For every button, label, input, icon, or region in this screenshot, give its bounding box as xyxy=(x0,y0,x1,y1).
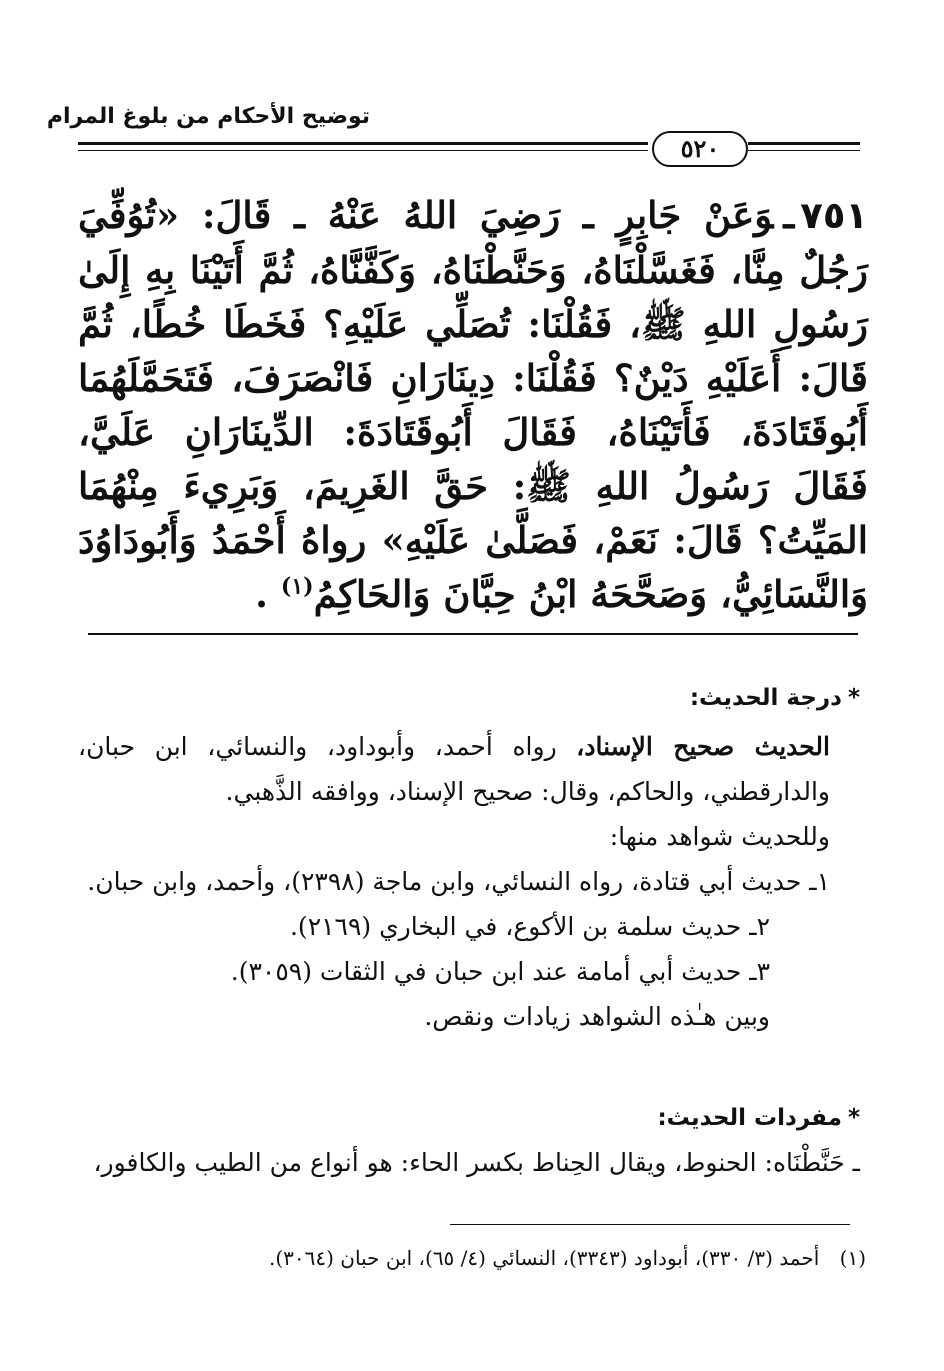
header-rule-right-thin xyxy=(748,150,860,151)
footnote xyxy=(76,1240,866,1276)
shawahid-item-2: ٢ـ حديث سلمة بن الأكوع، في البخاري (٢١٦٩). xyxy=(289,912,770,941)
footnote-text: أحمد (٣/ ٣٣٠)، أبوداود (٣٣٤٣)، النسائي (٤/ ٦٥)، ابن حبان (٣٠٦٤). xyxy=(269,1246,820,1270)
hadith-number-dash: ـ xyxy=(783,193,795,237)
vocab-heading xyxy=(78,1096,860,1140)
footnote-rule xyxy=(450,1224,850,1225)
page-number: ٥٢٠ xyxy=(652,131,748,167)
section-divider xyxy=(88,633,858,635)
shawahid-intro: وللحديث شواهد منها: xyxy=(609,822,830,851)
footnote-marker: (١) xyxy=(839,1246,866,1270)
grade-paragraph xyxy=(78,724,860,814)
grade-heading-text: درجة الحديث: xyxy=(689,685,842,711)
grade-lead: الحديث صحيح الإسناد، xyxy=(576,732,830,761)
header-rule-left-thin xyxy=(78,150,648,151)
star-marker: * xyxy=(847,685,860,711)
header-rule xyxy=(78,128,860,168)
vocab-section xyxy=(78,1096,860,1185)
footnote-reference: (١) xyxy=(280,573,314,600)
hadith-number: ٧٥١ xyxy=(800,194,868,237)
vocab-heading-text: مفردات الحديث: xyxy=(657,1105,842,1131)
shawahid-note: وبين هـٰذه الشواهد زيادات ونقص. xyxy=(424,1002,770,1031)
shawahid-item-3: ٣ـ حديث أبي أمامة عند ابن حبان في الثقات (٣٠٥٩). xyxy=(230,957,770,986)
star-marker: * xyxy=(847,1105,860,1131)
hadith-text-block xyxy=(78,188,868,621)
running-header-title: توضيح الأحكام من بلوغ المرام xyxy=(46,104,370,129)
grade-paragraph-text: رواه أحمد، وأبوداود، والنسائي، ابن حبان، والدارقطني، والحاكم، وقال: صحيح الإسناد، ووافقه الذَّهبي. xyxy=(78,732,830,806)
hadith-body: وَعَنْ جَابِرٍ ـ رَضِيَ اللهُ عَنْهُ ـ قَالَ: «تُوُفِّيَ رَجُلٌ مِنَّا، فَغَسَّلْنَاهُ، وَحَنَّطْنَاهُ، وَكَفَّنَّاهُ، ثُمَّ أَتَيْنَا بِهِ إِلَىٰ رَسُولِ اللهِ ﷺ، فَقُلْنَا: تُصَلِّي عَلَيْهِ؟ فَخَطَا خُطًا، ثُمَّ قَالَ: أَعَلَيْهِ دَيْنٌ؟ فَقُلْنَا: دِينَارَانِ فَانْصَرَفَ، فَتَحَمَّلَهُمَا أَبُوقَتَادَةَ، فَأَتَيْنَاهُ، فَقَالَ أَبُوقَتَادَةَ: الدِّينَارَانِ عَلَيَّ، فَقَالَ رَسُولُ اللهِ ﷺ: حَقَّ الغَرِيمَ، وَبَرِيءَ مِنْهُمَا المَيِّتُ؟ قَالَ: نَعَمْ، فَصَلَّىٰ عَلَيْهِ» رواهُ أَحْمَدُ وَأَبُودَاوُدَ وَالنَّسَائِيُّ، وَصَحَّحَهُ ابْنُ حِبَّانَ وَالحَاكِمُ xyxy=(78,193,868,616)
grade-section xyxy=(78,676,860,1039)
grade-heading xyxy=(78,676,860,720)
hadith-end: . xyxy=(255,572,281,616)
header-rule-left-thick xyxy=(78,142,648,145)
header-rule-right-thick xyxy=(748,142,860,145)
shawahid-item-1: ١ـ حديث أبي قتادة، رواه النسائي، وابن ماجة (٢٣٩٨)، وأحمد، وابن حبان. xyxy=(87,867,830,896)
vocab-line: ـ حَنَّطْنَاه: الحنوط، ويقال الحِناط بكسر الحاء: هو أنواع من الطيب والكافور، xyxy=(93,1148,860,1177)
